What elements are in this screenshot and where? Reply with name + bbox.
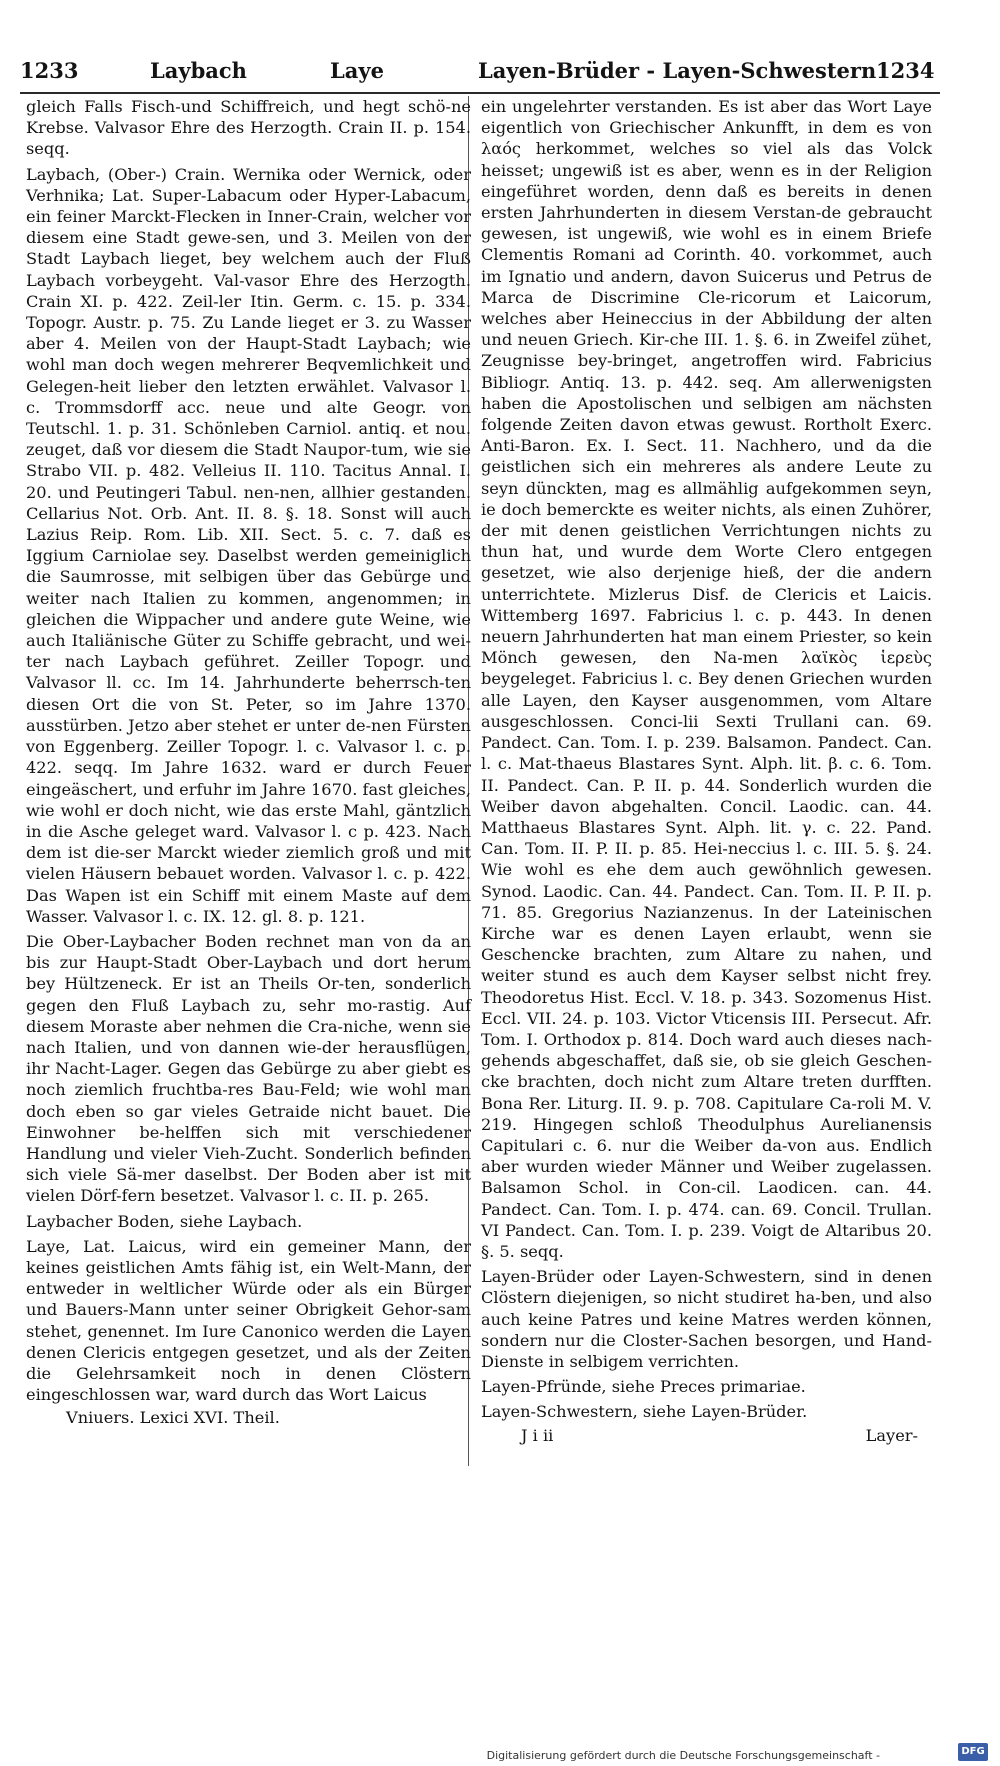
- left-page-number: 1233: [20, 58, 79, 83]
- entry-laybacher-boden: Laybacher Boden, siehe Laybach.: [26, 1211, 303, 1231]
- digitization-credit: Digitalisierung gefördert durch die Deutsche Forschungsgemeinschaft -: [486, 1749, 880, 1762]
- entry-laye: Laye, Lat. Laicus, wird ein gemeiner Mann, der keines geistlichen Amts fähig ist, ein Welt-Mann, der entweder in weltlicher Würde oder als ein Bürger und Bauers-Mann unter seiner Obrigkeit Gehor-sam stehet, genennet. Im Iure Canonico werden die Layen denen Clericis entgegen gesetzet, und als der Zeiten die Gelehrsamkeit noch in denen Clöstern eingeschlossen war, ward durch das Wort Laicus: [26, 1236, 471, 1405]
- entry-layen-brueder: Layen-Brüder oder Layen-Schwestern, sind in denen Clöstern diejenigen, so nicht studiret ha-ben, und also auch keine Patres und keine Matres werden können, sondern nur die Closter-Sachen besorgen, und Hand-Dienste in selbigem verrichten.: [481, 1267, 932, 1371]
- right-signature-line: [481, 1425, 932, 1446]
- entry-layen-pfruende: Layen-Pfründe, siehe Preces primariae.: [481, 1377, 806, 1397]
- entry-laye-continuation: ein ungelehrter verstanden. Es ist aber das Wort Laye eigentlich von Griechischer Ankunfft, in dem es von λαός herkommet, welches so viel als das Volck heisset; ungewiß ist es aber, wenn es in der Religion eingeführet worden, denn daß es bereits in denen ersten Jahrhunderten in diesem Verstan-de gebraucht gewesen, ist ungewiß, wie wohl es in einem Briefe Clementis Romani ad Corinth. 40. vorkommet, auch im Ignatio und andern, davon Suicerus und Petrus de Marca de Discrimine Cle-ricorum et Laicorum, welches aber Heineccius in der Abbildung der alten und neuen Griech. Kir-che III. 1. §. 6. in Zweifel zühet, Zeugnisse bey-bringet, angetroffen wird. Fabricius Bibliogr. Antiq. 13. p. 442. seq. Am allerwenigsten haben die Apostolischen und selbigen am nächsten folgende Zeiten davon etwas gewust. Rortholt Exerc. Anti-Baron. Ex. I. Sect. 11. Nachhero, und da die geistlichen sich ein mehreres als andere Leute zu seyn dünckten, mag es allmählig aufgekommen seyn, ie doch bemerckte es weiter nichts, als einen Zuhörer, der mit denen geistlichen Verrichtungen nichts zu thun hat, und wurde dem Worte Clero entgegen gesetzet, wie also derjenige hieß, der die andern unterrichtete. Mizlerus Disf. de Clericis et Laicis. Wittemberg 1697. Fabricius l. c. p. 443. In denen neuern Jahrhunderten hat man einem Priester, so kein Mönch gewesen, den Na-men λαϊκὸς ἱερεὺς beygeleget. Fabricius l. c. Bey denen Griechen wurden alle Layen, den Kayser ausgenommen, vom Altare ausgeschlossen. Conci-lii Sexti Trullani can. 69. Pandect. Can. Tom. I. p. 239. Balsamon. Pandect. Can. l. c. Mat-thaeus Blastares Synt. Alph. lit. β. c. 6. Tom. II. Pandect. Can. P. II. p. 44. Sonderlich wurden die Weiber davon abgehalten. Concil. Laodic. can. 44. Matthaeus Blastares Synt. Alph. lit. γ. c. 22. Pand. Can. Tom. II. P. II. p. 85. Hei-neccius l. c. III. 5. §. 24. Wie wohl es ehe dem auch gewöhnlich gewesen. Synod. Laodic. Can. 44. Pandect. Can. Tom. II. P. II. p. 71. 85. Gregorius Nazianzenus. In der Lateinischen Kirche war es denen Layen erlaubt, wenn sie Geschencke brachten, zum Altare zu nahen, und weiter stund es auch dem Kayser selbst nicht frey. Theodoretus Hist. Eccl. V. 18. p. 343. Sozomenus Hist. Eccl. VII. 24. p. 103. Victor Vticensis III. Persecut. Afr. Tom. I. Orthodox p. 814. Doch ward auch dieses nach-gehends abgeschaffet, daß sie, ob sie gleich Geschen-cke brachten, doch nicht zum Altare treten durfften. Bona Rer. Liturg. II. 9. p. 708. Capitulare Ca-roli M. V. 219. Hingegen schloß Theodulphus Aurelianensis Capitulari c. 6. nur die Weiber da-von aus. Endlich aber wurden wieder Männer und Weiber zugelassen. Balsamon Schol. in Con-cil. Laodicen. can. 44. Pandect. Can. Tom. I. p. 474. can. 69. Concil. Trullan. VI Pandect. Can. Tom. I. p. 239. Voigt de Altaribus 20. §. 5. seqq.: [481, 97, 932, 1261]
- right-column: [481, 96, 932, 1448]
- right-page-number: 1234: [876, 58, 935, 83]
- entry-laybach-ober: Laybach, (Ober-) Crain. Wernika oder Wernick, oder Verhnika; Lat. Super-Labacum oder Hyper-Labacum, ein feiner Marckt-Flecken in Inner-Crain, welcher vor diesem eine Stadt gewe-sen, und 3. Meilen von der Stadt Laybach lieget, bey welchem auch der Fluß Laybach vorbeygeht. Val-vasor Ehre des Herzogth. Crain XI. p. 422. Zeil-ler Itin. Germ. c. 15. p. 334. Topogr. Austr. p. 75. Zu Lande lieget er 3. zu Wasser aber 4. Meilen von der Haupt-Stadt Laybach; wie wohl man doch wegen mehrerer Beqvemlichkeit und Gelegen-heit lieber den letzten erwählet. Valvasor l. c. Trommsdorff acc. neue und alte Geogr. von Teutschl. 1. p. 31. Schönleben Carniol. antiq. et nou. zeuget, daß vor diesem die Stadt Naupor-tum, wie sie Strabo VII. p. 482. Velleius II. 110. Tacitus Annal. I. 20. und Peutingeri Tabul. nen-nen, allhier gestanden. Cellarius Not. Orb. Ant. II. 8. §. 18. Sonst will auch Lazius Reip. Rom. Lib. XII. Sect. 5. c. 7. daß es Iggium Carniolae sey. Daselbst werden gemeiniglich die Saumrosse, mit selbigen über das Gebürge und weiter nach Italien zu kommen, angenommen; in gleichen die Wippacher und andere gute Weine, wie auch Italiänische Güter zu Schiffe gebracht, und wei-ter nach Laybach geführet. Zeiller Topogr. und Valvasor ll. cc. Im 14. Jahrhunderte beherrsch-ten diesen Ort die von St. Peter, so im Jahre 1370. ausstürben. Jetzo aber stehet er unter de-nen Fürsten von Eggenberg. Zeiller Topogr. l. c. Valvasor l. c. p. 422. seqq. Im Jahre 1632. ward er durch Feuer eingeäschert, und erfuhr im Jahre 1670. fast gleiches, wie wohl er doch nicht, wie das erste Mahl, gäntzlich in die Asche geleget ward. Valvasor l. c p. 423. Nach dem ist die-ser Marckt wieder ziemlich groß und mit vielen Häusern bebauet worden. Valvasor l. c. p. 422. Das Wapen ist ein Schiff mit einem Maste auf dem Wasser. Valvasor l. c. IX. 12. gl. 8. p. 121.: [26, 164, 471, 926]
- left-column: [26, 96, 471, 1431]
- right-running-head: Layen-Brüder - Layen-Schwestern: [478, 58, 877, 83]
- entry-ober-laybacher-boden: Die Ober-Laybacher Boden rechnet man von da an bis zur Haupt-Stadt Ober-Laybach und dort herum bey Hültzeneck. Er ist an Theils Or-ten, sonderlich gegen den Fluß Laybach zu, sehr mo-rastig. Auf diesem Moraste aber nehmen die Cra-niche, wenn sie nach Italien, und von dannen wie-der herausflügen, ihr Nacht-Lager. Gegen das Gebürge zu aber giebt es noch ziemlich fruchtba-res Bau-Feld; wie wohl man doch eben so gar vieles Getraide nicht bauet. Die Einwohner be-helffen sich mit verschiedener Handlung und vieler Vieh-Zucht. Sonderlich befinden sich viele Sä-mer daselbst. Der Boden aber ist mit vielen Dörf-fern besetzet. Valvasor l. c. II. p. 265.: [26, 931, 471, 1206]
- header-rule: [20, 92, 940, 94]
- left-running-head-1: Laybach: [150, 58, 247, 83]
- dfg-logo: DFG: [958, 1743, 988, 1761]
- entry-continuation: gleich Falls Fisch-und Schiffreich, und hegt schö-ne Krebse. Valvasor Ehre des Herzogth. Crain II. p. 154. seqq.: [26, 97, 471, 159]
- left-signature-line: [26, 1407, 471, 1428]
- catchword: Layer-: [865, 1425, 918, 1445]
- sheet-signature: J i ii: [521, 1425, 554, 1445]
- volume-signature: Vniuers. Lexici XVI. Theil.: [66, 1408, 280, 1428]
- left-running-head-2: Laye: [330, 58, 384, 83]
- entry-layen-schwestern: Layen-Schwestern, siehe Layen-Brüder.: [481, 1402, 808, 1422]
